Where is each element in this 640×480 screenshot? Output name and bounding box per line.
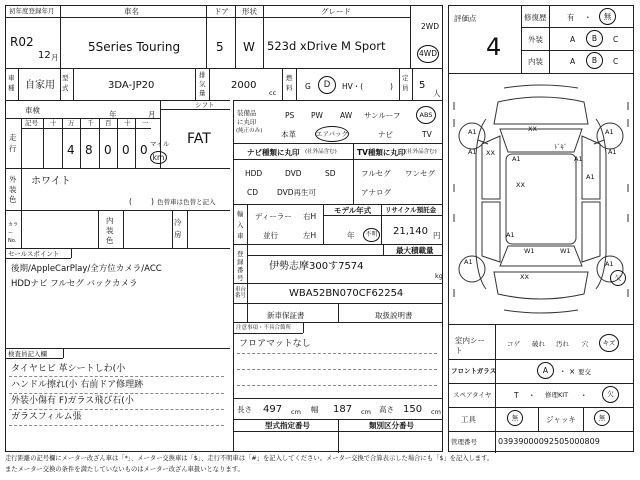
nav-dvd-play: DVD再生可	[277, 188, 317, 197]
usage: 自家用	[25, 80, 55, 91]
length-label: 長さ	[237, 405, 252, 414]
repair-yes: 有	[567, 13, 575, 22]
doors: 5	[216, 40, 224, 54]
damage-mark: XX	[520, 273, 529, 281]
tools-none-circled: 無	[507, 410, 523, 426]
equip-abs-circled: ABS	[416, 106, 436, 124]
right-hand: 右H	[303, 212, 317, 221]
displacement: 2000	[231, 80, 257, 91]
equip-aw: AW	[340, 111, 353, 120]
score: 4	[486, 33, 502, 61]
mileage-digit: 0	[140, 143, 148, 157]
front-glass-replace: 要交	[578, 368, 591, 376]
tv-sub: (社外品含む)	[405, 149, 437, 155]
exterior-label: 外装色	[9, 175, 17, 204]
km-circled: km	[150, 151, 167, 164]
drive-2wd: 2WD	[421, 22, 439, 31]
car-diagram	[448, 73, 634, 324]
selling-point-line: HDDナビ フルセグ バックカメラ	[11, 279, 138, 289]
vin: WBA52BN070CF62254	[289, 288, 404, 299]
selling-point-line: 後期/AppleCarPlay/全方位カメラ/ACC	[11, 264, 162, 274]
paren-close: )	[151, 197, 154, 206]
damage-mark: A1	[468, 148, 477, 156]
height-label: 高さ	[379, 405, 394, 414]
registration-block	[233, 244, 443, 322]
spare-sep: ・	[580, 391, 588, 400]
damage-mark: W1	[524, 247, 535, 255]
nav-sub: (社外品含む)	[305, 149, 337, 155]
grade-a: A	[570, 35, 576, 44]
year-suffix: 年	[347, 231, 355, 240]
model-label: 型式	[62, 74, 69, 92]
selling-points-label: セールスポイント	[8, 250, 60, 258]
spare-kit: 修理KIT	[545, 391, 569, 399]
nav-cd: CD	[247, 188, 259, 197]
unit-symbol: 記号	[25, 119, 38, 127]
capacity: 5	[419, 80, 426, 91]
condition-block	[448, 324, 634, 452]
equip-ps: PS	[285, 111, 295, 120]
kg-unit: kg	[435, 272, 443, 280]
car-outline-icon	[448, 74, 634, 325]
mileage-digit: 8	[85, 143, 93, 157]
equipment-label: 装備品に丸印	[237, 109, 257, 126]
damage-mark: A1	[605, 128, 614, 136]
plate-label: 登録番号	[237, 250, 244, 282]
inspector-line: 外装小傷有 F)ガラス飛び石(小	[11, 396, 134, 406]
equipment-block	[233, 100, 443, 204]
center-mark: ﾄﾞｷﾞ	[554, 143, 567, 151]
inspector-line: タイヤヒビ 革シートしわ(小	[11, 364, 126, 374]
length: 497	[263, 404, 283, 415]
repair-no-circled: 無	[599, 8, 616, 25]
mileage-label: 走行	[9, 133, 17, 153]
color-no-label: カラーNo.	[8, 222, 19, 244]
equip-sunroof: サンルーフ	[364, 111, 401, 120]
footer-line: またメーター交換の条件を満たしていないものはメーター改ざん車扱いとなります。	[5, 466, 244, 473]
spare-t: T	[514, 391, 519, 400]
interior-label: 内装色	[106, 216, 114, 245]
yen: 円	[433, 231, 441, 240]
seat-item: 穴	[582, 340, 589, 348]
seat-item: コゲ	[507, 340, 520, 348]
damage-mark: W1	[560, 247, 571, 255]
mgmt-label: 管理番号	[451, 438, 477, 446]
grade-c: C	[613, 57, 619, 66]
seat-item: 破れ	[532, 340, 545, 348]
exterior-grade-label: 外装	[528, 35, 543, 44]
warranty-label: 新車保証書	[267, 311, 305, 320]
ac-label: 冷房	[174, 218, 182, 239]
mileage-grid	[5, 118, 170, 169]
exterior-color: ホワイト	[31, 176, 71, 187]
damage-mark: A1	[586, 173, 595, 181]
car-name-label: 車名	[124, 7, 139, 16]
height-unit: cm	[431, 408, 441, 416]
shape: W	[243, 40, 255, 54]
fuel-d-circled: D	[318, 76, 336, 94]
grade-c: C	[613, 35, 619, 44]
shape-label: 形状	[242, 7, 257, 16]
tv-analog: アナログ	[361, 188, 391, 197]
recycle-label: リサイクル預託金	[385, 206, 437, 214]
fuel-g: G	[305, 82, 311, 91]
height: 150	[403, 404, 423, 415]
damage-mark-circled: 欠	[610, 270, 626, 286]
row-usage	[5, 68, 443, 100]
unit-ten-thousand: 万	[68, 119, 75, 127]
header-row	[5, 5, 443, 68]
doors-label: ドア	[214, 7, 229, 16]
repair-sep: ・	[584, 13, 592, 22]
equip-tv: TV	[422, 130, 432, 139]
parallel: 並行	[263, 231, 278, 240]
import-block	[233, 204, 443, 244]
equipment-sub: (純正のみ)	[236, 128, 263, 134]
tv-fullseg: フルセグ	[361, 169, 391, 178]
score-block	[448, 5, 634, 73]
damage-mark: A1	[605, 260, 614, 268]
notes-label: 注意事項・不具合箇所	[236, 325, 292, 331]
unit-ten: 十	[124, 119, 131, 127]
repair-label: 修復歴	[524, 13, 547, 22]
score-label: 評価点	[454, 14, 477, 23]
max-load-label: 最大積載量	[396, 246, 434, 255]
import-label: 輸入車	[237, 210, 244, 240]
unit-hundred: 百	[105, 119, 112, 127]
nav-hdd: HDD	[245, 169, 263, 178]
mileage-digit: 0	[104, 143, 112, 157]
footer-line: 走行距離の記号欄にメーター改ざん車は「*」、メーター交換車は「$」、走行不明車は「#」を記入してください。メーター交換で合算表示した場合にも「$」を記入します。	[5, 455, 494, 462]
unknown-circled: 不明	[363, 228, 380, 242]
seat-label: 室内シート	[455, 336, 485, 355]
jack-label: ジャッキ	[546, 415, 576, 424]
capacity-unit: 人	[433, 89, 441, 98]
inspection-label: 車検	[25, 106, 40, 115]
nav-sd: SD	[325, 169, 336, 178]
jack-none-circled: 無	[594, 410, 610, 426]
equip-pw: PW	[311, 111, 323, 120]
plate: 伊勢志摩300す7574	[269, 261, 364, 272]
cc-unit: cc	[269, 89, 277, 97]
vin-label: 車台番号	[235, 287, 247, 299]
damage-mark: A1	[512, 155, 521, 163]
unit-ten-thousand-x10: 十	[50, 119, 57, 127]
damage-mark: XX	[486, 149, 495, 157]
width-label: 幅	[311, 405, 319, 414]
dimensions-block	[233, 398, 443, 452]
grade: 523d xDrive M Sport	[267, 39, 386, 53]
seat-scratch-circled: キズ	[599, 334, 619, 352]
interior-grade-b-circled: B	[586, 52, 603, 69]
shift: FAT	[187, 131, 211, 147]
inspector-line: ハンドル擦れ(小 右前ドア修理跡	[11, 380, 144, 390]
mileage-block	[5, 100, 230, 168]
tv-oneseg: ワンセグ	[405, 169, 435, 178]
equip-leather: 本革	[281, 130, 296, 139]
width: 187	[333, 404, 353, 415]
fuel-label: 燃料	[286, 74, 293, 92]
unit-thousand: 千	[87, 119, 94, 127]
front-glass-x: ×	[569, 367, 576, 376]
exterior-grade-b-circled: B	[586, 30, 603, 47]
footer-notes	[5, 455, 635, 477]
grade-a: A	[570, 57, 576, 66]
mileage-digit: 4	[67, 143, 75, 157]
length-unit: cm	[291, 408, 301, 416]
damage-mark: XX	[516, 181, 525, 189]
nav-header: ナビ種類に丸印	[247, 148, 300, 157]
category-label: 車種	[8, 74, 15, 92]
inspector-label: 検査員記入欄	[8, 350, 47, 358]
damage-mark: A1	[464, 258, 473, 266]
spare-missing-circled: 欠	[602, 386, 619, 403]
left-hand: 左H	[303, 231, 317, 240]
displacement-label: 排気量	[199, 71, 206, 97]
equip-navi: ナビ	[378, 130, 393, 139]
equip-airbag-circled: エアバック	[315, 126, 349, 142]
mileage-digit: 0	[122, 143, 130, 157]
fuel-hv: HV・(	[342, 82, 364, 91]
car-name: 5Series Touring	[88, 40, 181, 54]
first-reg-label: 初年度登録年月	[9, 7, 55, 15]
interior-grade-label: 内装	[528, 57, 543, 66]
fuel-hv-close: )	[390, 82, 393, 91]
manual-label: 取扱説明書	[375, 311, 413, 320]
drive-4wd-circled: 4WD	[417, 45, 439, 63]
mgmt-no: 03939000092505000809	[498, 437, 600, 446]
damage-mark: A1	[608, 148, 617, 156]
category-no-label: 類別区分番号	[369, 421, 414, 430]
capacity-label: 定員	[402, 74, 409, 92]
model: 3DA-JP20	[108, 80, 155, 91]
damage-mark: A1	[574, 155, 583, 163]
notes-block	[233, 322, 443, 398]
front-glass-a-circled: A	[537, 362, 554, 379]
inspection-month-label: 月	[148, 110, 156, 119]
paren-open: (	[129, 197, 132, 206]
nav-dvd: DVD	[285, 169, 302, 178]
designation-label: 型式指定番号	[265, 421, 310, 430]
dealer: ディーラー	[255, 212, 292, 221]
tv-header: TV種類に丸印	[357, 148, 406, 157]
first-reg-month: 12	[38, 50, 51, 61]
grade-label: グレード	[321, 7, 351, 16]
color-block	[5, 168, 230, 248]
spare-label: スペアタイヤ	[453, 391, 492, 399]
seat-item: 汚れ	[556, 340, 569, 348]
width-unit: cm	[361, 408, 371, 416]
recycle-amount: 21,140	[393, 226, 428, 237]
first-reg-year: R02	[10, 35, 34, 49]
front-glass-sep: ・	[559, 367, 567, 376]
inspection-year-label: 年	[109, 110, 117, 119]
inspector-notes	[5, 348, 230, 452]
unit-one: 一	[142, 119, 149, 127]
month-suffix: 月	[51, 53, 59, 62]
spare-sep: ・	[528, 391, 536, 400]
inspector-line: ガラスフィルム張	[11, 412, 82, 422]
color-change-note: 色替車は色替と記入	[157, 198, 216, 206]
damage-mark: A1	[506, 231, 515, 239]
model-year-label: モデル年式	[334, 206, 372, 215]
damage-mark: XX	[528, 125, 537, 133]
tools-label: 工具	[461, 415, 476, 424]
shift-label: シフト	[195, 101, 215, 109]
damage-mark: A1	[468, 128, 477, 136]
notes-text: フロアマットなし	[239, 339, 311, 349]
front-glass-label: フロントガラス	[451, 367, 497, 375]
mile-label: マイル	[150, 140, 170, 148]
selling-points	[5, 248, 230, 348]
